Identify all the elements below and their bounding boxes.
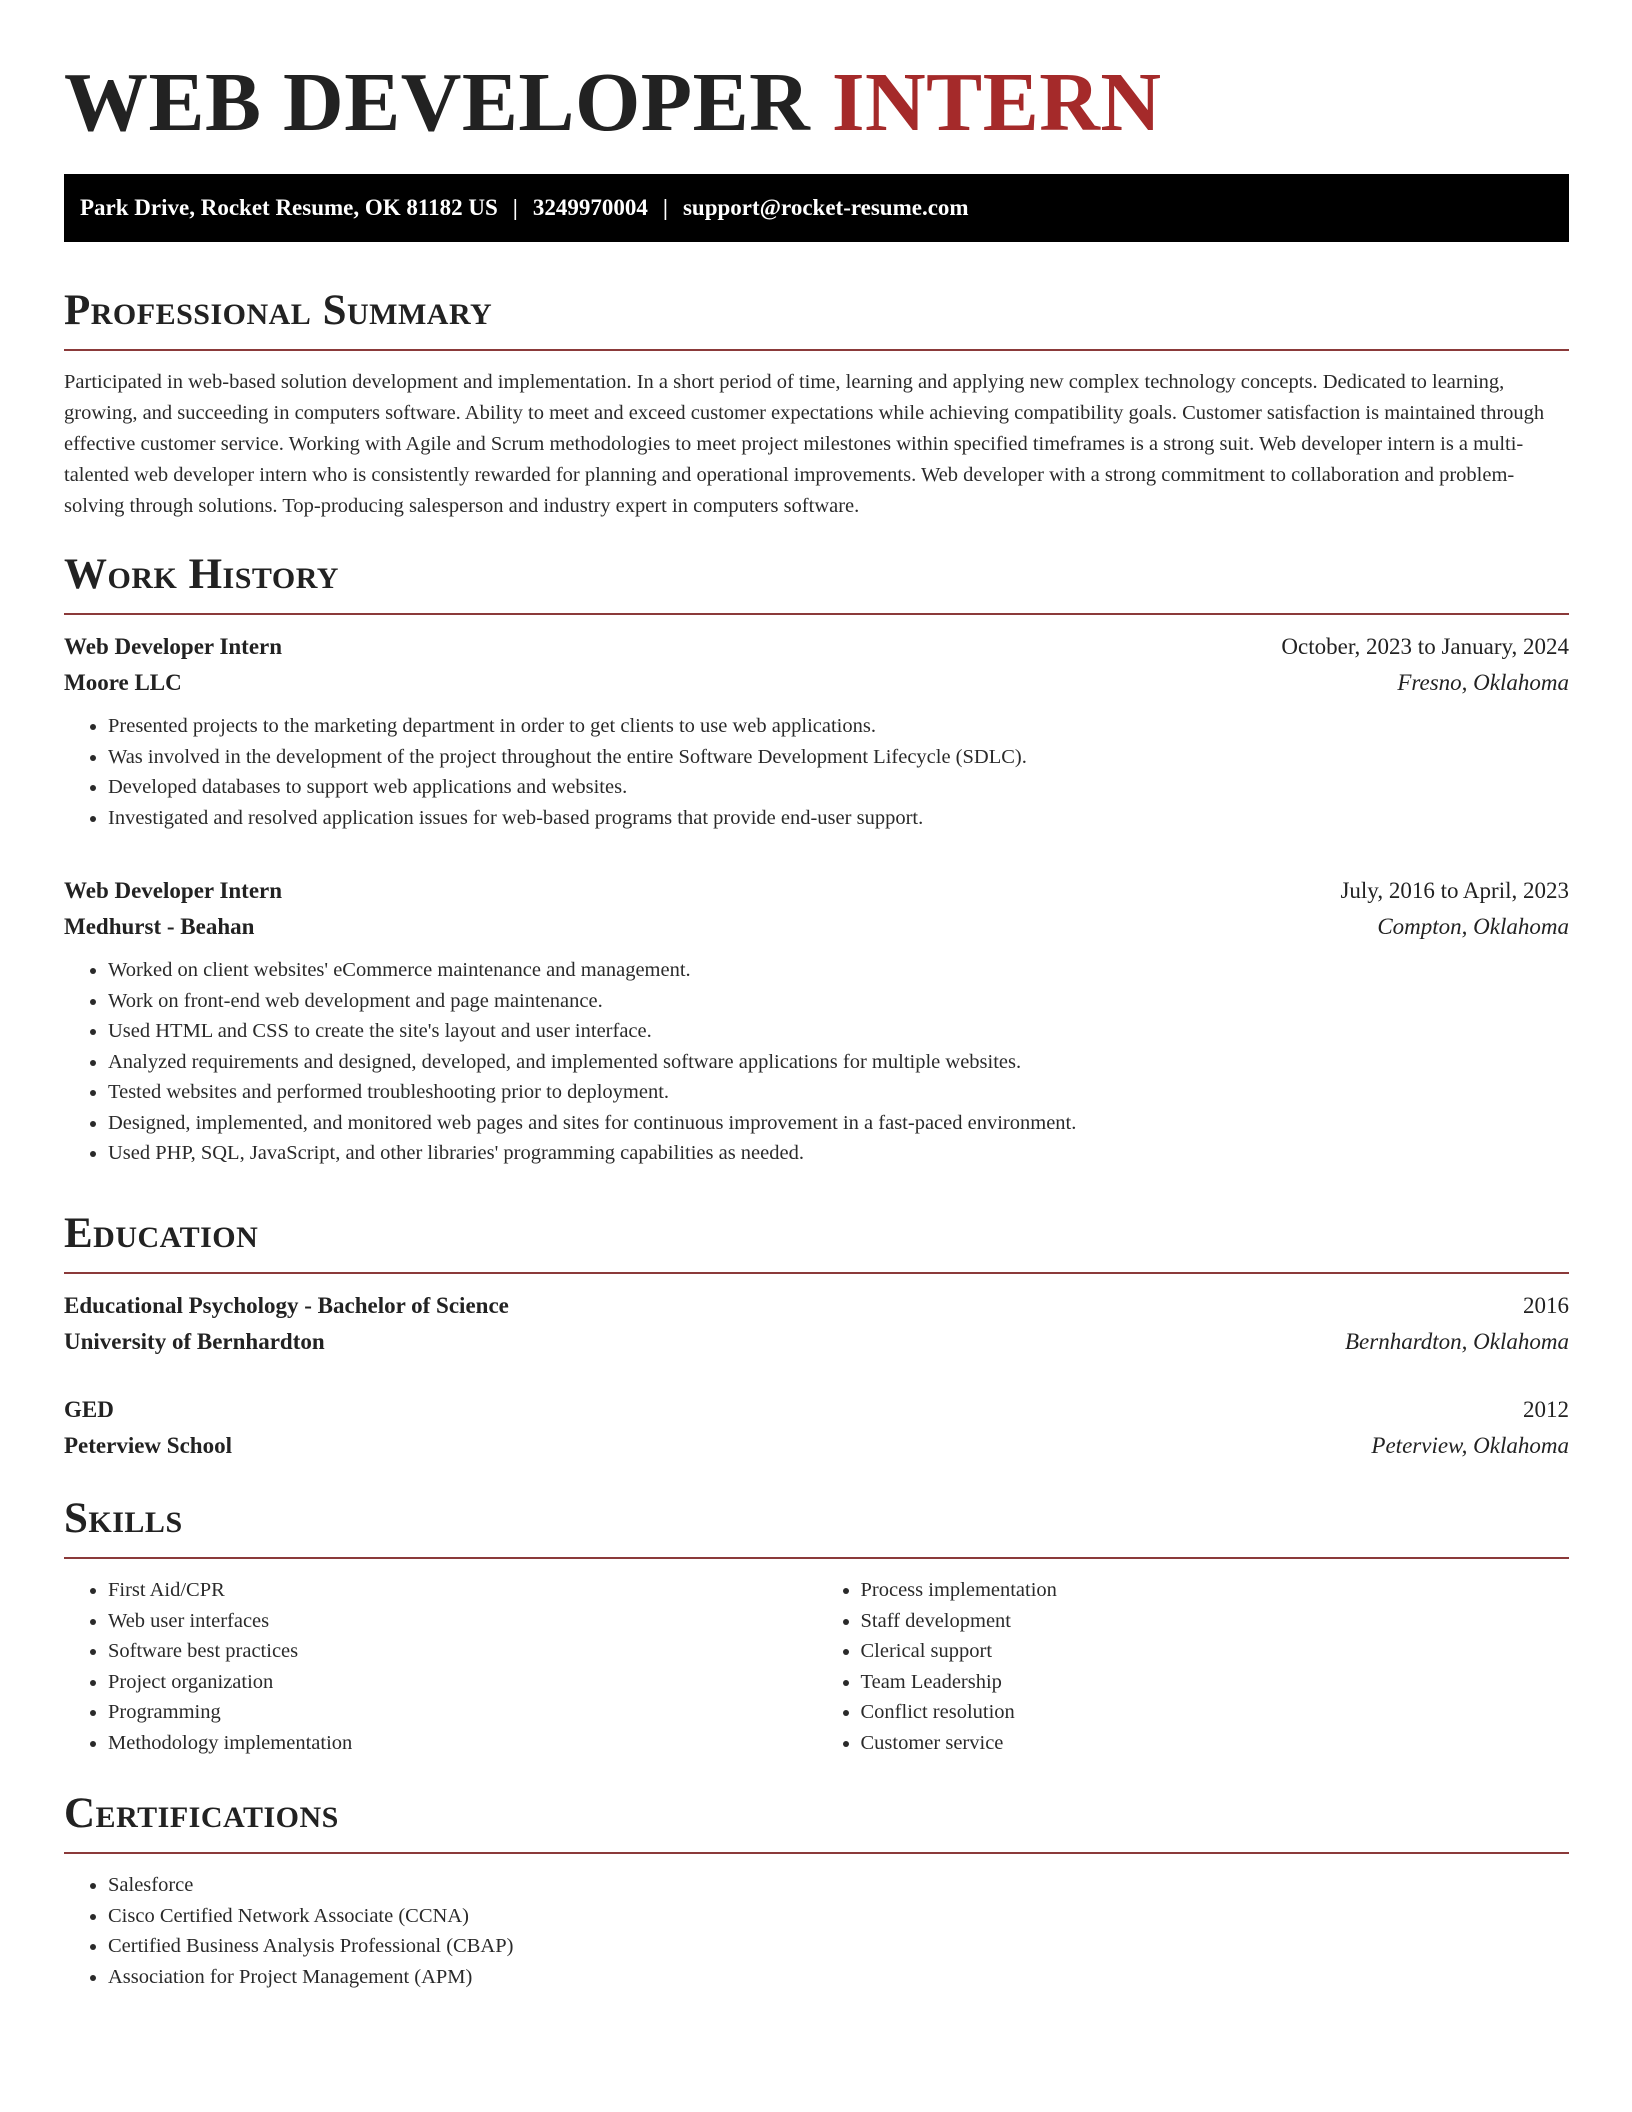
- education-entry: [64, 1392, 1569, 1464]
- list-item: • Worked on client websites' eCommerce maintenance and management.: [108, 955, 1569, 986]
- education-location: Peterview, Oklahoma: [1371, 1433, 1569, 1458]
- skill-item: • First Aid/CPR: [108, 1575, 817, 1606]
- skills-left-list: [64, 1575, 817, 1758]
- title-accent: INTERN: [831, 56, 1162, 149]
- job-company-row: [64, 909, 1569, 945]
- skill-item: • Methodology implementation: [108, 1728, 817, 1759]
- job-entry: [64, 873, 1569, 1169]
- job-company-row: [64, 665, 1569, 701]
- education-degree-row: [64, 1288, 1569, 1324]
- section-heading: Education: [64, 1208, 1569, 1274]
- contact-bar: [64, 174, 1569, 242]
- skills-right-list: [817, 1575, 1570, 1758]
- summary-section: [64, 285, 1569, 522]
- list-item: • Designed, implemented, and monitored web pages and sites for continuous improvement in a fast-paced environment.: [108, 1108, 1569, 1139]
- section-heading: Professional Summary: [64, 285, 1569, 351]
- certification-item: • Certified Business Analysis Professional (CBAP): [108, 1931, 1569, 1962]
- certification-item: • Cisco Certified Network Associate (CCNA): [108, 1901, 1569, 1932]
- education-year: 2016: [1523, 1293, 1569, 1318]
- list-item: • Developed databases to support web applications and websites.: [108, 772, 1569, 803]
- job-header-row: [64, 873, 1569, 909]
- job-company: Medhurst - Beahan: [64, 914, 255, 939]
- education-school-row: [64, 1428, 1569, 1464]
- job-dates: July, 2016 to April, 2023: [1340, 878, 1569, 903]
- section-heading: Certifications: [64, 1788, 1569, 1854]
- certifications-section: [64, 1788, 1569, 1992]
- section-heading: Work History: [64, 549, 1569, 615]
- skill-item: • Process implementation: [861, 1575, 1570, 1606]
- skill-item: • Project organization: [108, 1667, 817, 1698]
- job-location: Compton, Oklahoma: [1377, 914, 1569, 939]
- education-degree-row: [64, 1392, 1569, 1428]
- contact-phone[interactable]: 3249970004: [532, 195, 648, 220]
- certifications-list: [64, 1870, 1569, 1992]
- education-location: Bernhardton, Oklahoma: [1344, 1329, 1569, 1354]
- job-location: Fresno, Oklahoma: [1397, 670, 1569, 695]
- education-section: [64, 1208, 1569, 1464]
- skills-section: [64, 1493, 1569, 1758]
- education-degree: Educational Psychology - Bachelor of Science: [64, 1293, 509, 1318]
- list-item: • Used PHP, SQL, JavaScript, and other libraries' programming capabilities as needed.: [108, 1138, 1569, 1169]
- list-item: • Analyzed requirements and designed, developed, and implemented software applications for multiple websites.: [108, 1047, 1569, 1078]
- list-item: • Used HTML and CSS to create the site's layout and user interface.: [108, 1016, 1569, 1047]
- certification-item: • Association for Project Management (APM): [108, 1962, 1569, 1993]
- title-main: WEB DEVELOPER: [64, 56, 811, 149]
- list-item: • Investigated and resolved application issues for web-based programs that provide end-user support.: [108, 803, 1569, 834]
- contact-email[interactable]: support@rocket-resume.com: [682, 195, 969, 220]
- job-bullets: [64, 711, 1569, 833]
- education-degree: GED: [64, 1397, 114, 1422]
- education-entry: [64, 1288, 1569, 1360]
- skill-item: • Clerical support: [861, 1636, 1570, 1667]
- education-school-row: [64, 1324, 1569, 1360]
- list-item: • Tested websites and performed troubleshooting prior to deployment.: [108, 1077, 1569, 1108]
- job-bullets: [64, 955, 1569, 1169]
- contact-address: Park Drive, Rocket Resume, OK 81182 US: [80, 195, 498, 220]
- resume-title: [64, 0, 1569, 148]
- contact-separator: |: [662, 195, 668, 220]
- education-school: University of Bernhardton: [64, 1329, 325, 1354]
- skill-item: • Customer service: [861, 1728, 1570, 1759]
- education-year: 2012: [1523, 1397, 1569, 1422]
- skill-item: • Staff development: [861, 1606, 1570, 1637]
- job-dates: October, 2023 to January, 2024: [1281, 634, 1569, 659]
- skills-columns: [64, 1575, 1569, 1758]
- job-title: Web Developer Intern: [64, 634, 283, 659]
- list-item: • Was involved in the development of the project throughout the entire Software Development Lifecycle (SDLC).: [108, 742, 1569, 773]
- skill-item: • Web user interfaces: [108, 1606, 817, 1637]
- certification-item: • Salesforce: [108, 1870, 1569, 1901]
- section-heading: Skills: [64, 1493, 1569, 1559]
- contact-separator: |: [512, 195, 518, 220]
- list-item: • Work on front-end web development and page maintenance.: [108, 986, 1569, 1017]
- skill-item: • Programming: [108, 1697, 817, 1728]
- education-school: Peterview School: [64, 1433, 232, 1458]
- job-title: Web Developer Intern: [64, 878, 283, 903]
- skill-item: • Conflict resolution: [861, 1697, 1570, 1728]
- skill-item: • Team Leadership: [861, 1667, 1570, 1698]
- job-header-row: [64, 629, 1569, 665]
- list-item: • Presented projects to the marketing department in order to get clients to use web applications.: [108, 711, 1569, 742]
- job-entry: [64, 629, 1569, 833]
- job-company: Moore LLC: [64, 670, 182, 695]
- summary-text: Participated in web-based solution development and implementation. In a short period of time, learning and applying new complex technology concepts. Dedicated to learning, growing, and succeeding in computers software. Ability to meet and exceed customer expectations while achieving compatibility goals. Customer satisfaction is maintained through effective customer service. Working with Agile and Scrum methodologies to meet project milestones within specified timeframes is a strong suit. Web developer intern is a multi-talented web developer intern who is consistently rewarded for planning and operational improvements. Web developer with a strong commitment to collaboration and problem-solving through solutions. Top-producing salesperson and industry expert in computers software.: [64, 371, 1545, 517]
- work-history-section: [64, 549, 1569, 1169]
- skill-item: • Software best practices: [108, 1636, 817, 1667]
- resume-page: [64, 0, 1569, 1988]
